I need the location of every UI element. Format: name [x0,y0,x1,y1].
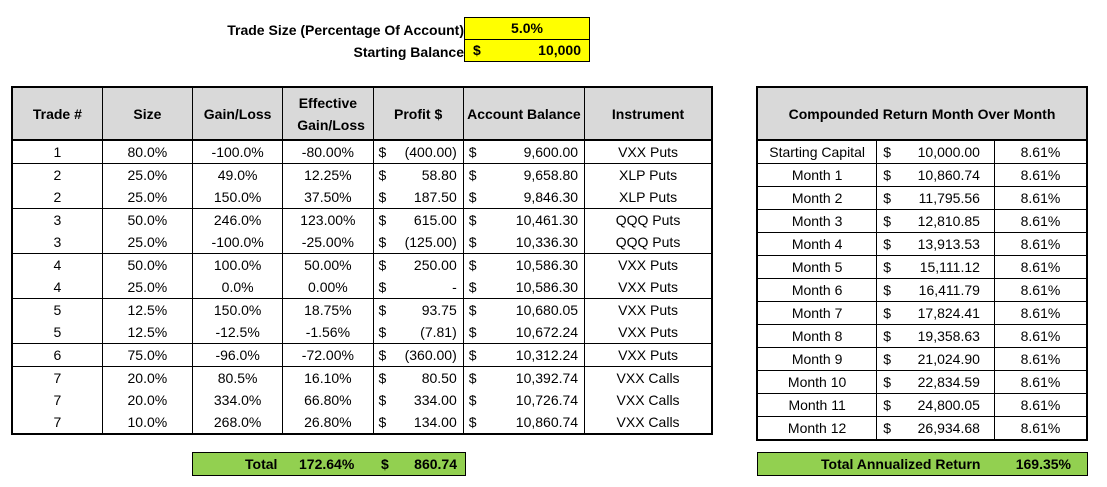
currency-symbol: $ [378,414,387,430]
trade-size: 80.0% [102,140,192,164]
currency-symbol: $ [468,392,477,408]
trade-balance [463,367,584,390]
totals-bar [192,452,466,476]
trade-gain: 334.0% [193,389,283,411]
table-row [757,417,1087,441]
period-balance [877,210,995,233]
table-row [757,279,1087,302]
trade-instrument: VXX Puts [585,276,712,299]
compounded-table [756,86,1088,441]
profit-value: 80.50 [421,370,457,386]
table-row [757,348,1087,371]
compounded-header-row [757,87,1087,140]
period-label: Month 7 [757,302,877,325]
trade-profit [373,389,463,411]
trade-number: 5 [12,299,102,322]
trade-gain: -100.0% [193,140,283,164]
trade-size: 12.5% [102,299,192,322]
balance-value: 11,795.56 [918,190,980,206]
table-row [12,389,712,411]
period-label: Month 11 [757,394,877,417]
total-profit: 860.74 [414,456,457,472]
trades-header-row [12,87,712,140]
period-balance [877,302,995,325]
table-row [12,164,712,187]
trade-balance [463,411,584,434]
currency-symbol: $ [378,212,387,228]
trade-size: 20.0% [102,389,192,411]
trade-effective: -72.00% [283,344,373,367]
trade-number: 4 [12,276,102,299]
period-rate: 8.61% [994,302,1087,325]
trade-size: 12.5% [102,321,192,344]
trade-gain: 0.0% [193,276,283,299]
trade-balance [463,231,584,254]
balance-value: 17,824.41 [917,305,980,321]
table-row [757,233,1087,256]
trade-number: 1 [12,140,102,164]
profit-value: (125.00) [404,234,457,250]
col-header-instrument: Instrument [585,87,712,140]
period-label: Month 12 [757,417,877,441]
trade-effective: 16.10% [283,367,373,390]
currency-symbol: $ [378,279,387,295]
currency-symbol: $ [883,397,892,413]
currency-symbol: $ [883,351,892,367]
currency-symbol: $ [468,234,477,250]
trade-size: 25.0% [102,186,192,209]
trade-number: 7 [12,411,102,434]
trade-profit [373,231,463,254]
period-rate: 8.61% [994,233,1087,256]
currency-symbol: $ [468,414,477,430]
profit-value: 134.00 [413,414,457,430]
currency-symbol: $ [378,257,387,273]
currency-symbol: $ [468,279,477,295]
annualized-bar [757,452,1088,476]
trade-number: 7 [12,367,102,390]
currency-symbol: $ [378,370,387,386]
period-balance [877,348,995,371]
table-row [12,344,712,367]
table-row [757,325,1087,348]
trades-table [11,86,713,435]
trade-effective: 50.00% [283,254,373,277]
period-rate: 8.61% [994,140,1087,164]
table-row [12,299,712,322]
currency-symbol: $ [468,347,477,363]
trade-profit [373,299,463,322]
currency-symbol: $ [883,282,892,298]
table-row [757,394,1087,417]
trade-size: 75.0% [102,344,192,367]
table-row [12,411,712,434]
balance-value: 22,834.59 [917,374,980,390]
period-balance [877,325,995,348]
trade-balance [463,299,584,322]
balance-value: 10,392.74 [515,370,579,386]
balance-value: 12,810.85 [917,213,980,229]
trade-effective: 0.00% [283,276,373,299]
trade-gain: 246.0% [193,209,283,232]
trade-profit [373,140,463,164]
starting-balance-value: 10,000 [538,42,581,58]
period-rate: 8.61% [994,325,1087,348]
currency-symbol: $ [883,328,892,344]
profit-value: 615.00 [413,212,457,228]
trade-size-value: 5.0% [511,20,543,36]
table-row [757,371,1087,394]
period-balance [877,417,995,441]
trade-profit [373,164,463,187]
currency-symbol: $ [378,144,387,160]
period-label: Month 5 [757,256,877,279]
period-rate: 8.61% [994,164,1087,187]
trade-effective: 18.75% [283,299,373,322]
balance-value: 26,934.68 [917,420,980,436]
profit-value: (360.00) [404,347,457,363]
trade-balance [463,186,584,209]
period-label: Month 2 [757,187,877,210]
trade-effective: 26.80% [283,411,373,434]
balance-value: 13,913.53 [917,236,980,252]
trade-profit [373,209,463,232]
table-row [757,210,1087,233]
table-row [12,276,712,299]
trade-effective: -25.00% [283,231,373,254]
trade-instrument: VXX Calls [616,392,680,408]
table-row [12,209,712,232]
period-rate: 8.61% [994,256,1087,279]
trade-size-label: Trade Size (Percentage Of Account) [227,22,464,38]
profit-value: (7.81) [420,324,457,340]
balance-value: 10,680.05 [515,302,579,318]
trade-size: 25.0% [102,164,192,187]
balance-value: 16,411.79 [918,282,980,298]
balance-value: 9,846.30 [523,189,579,205]
trade-profit [373,321,463,344]
trade-effective: -1.56% [283,321,373,344]
col-header-trade: Trade # [12,87,102,140]
trade-size: 25.0% [102,276,192,299]
trade-profit [373,367,463,390]
table-row [757,164,1087,187]
currency-symbol: $ [883,213,892,229]
currency-symbol: $ [883,305,892,321]
currency-symbol: $ [883,190,892,206]
balance-value: 21,024.90 [917,351,980,367]
balance-value: 10,461.30 [515,212,579,228]
period-label: Month 10 [757,371,877,394]
period-label: Month 9 [757,348,877,371]
currency-symbol: $ [378,392,387,408]
trade-effective: 123.00% [283,209,373,232]
trade-instrument: QQQ Puts [615,212,681,228]
trade-gain: -96.0% [193,344,283,367]
profit-value: - [452,279,457,295]
total-effective: 172.64% [299,456,355,472]
trade-gain: 150.0% [193,186,283,209]
trade-effective: 66.80% [283,389,373,411]
trade-gain: 80.5% [193,367,283,390]
trade-instrument: XLP Puts [585,186,712,209]
trade-effective: 37.50% [283,186,373,209]
trade-balance [463,344,584,367]
balance-value: 10,672.24 [515,324,579,340]
trade-balance [463,276,584,299]
trade-profit [373,254,463,277]
starting-balance-currency: $ [473,42,481,58]
trade-gain: 100.0% [193,254,283,277]
trade-balance [463,389,584,411]
trade-balance [463,254,584,277]
trade-size: 10.0% [102,411,192,434]
currency-symbol: $ [378,324,387,340]
currency-symbol: $ [468,302,477,318]
trade-size: 50.0% [102,254,192,277]
currency-symbol: $ [883,144,892,160]
table-row [12,321,712,344]
currency-symbol: $ [468,189,477,205]
trade-effective: -80.00% [283,140,373,164]
trade-profit [373,344,463,367]
period-label: Month 3 [757,210,877,233]
period-label: Month 8 [757,325,877,348]
currency-symbol: $ [883,259,892,275]
annualized-label: Total Annualized Return [821,456,981,472]
col-header-profit: Profit $ [373,87,463,140]
trade-number: 3 [12,209,102,232]
period-balance [877,371,995,394]
trade-gain: 49.0% [193,164,283,187]
trade-effective: 12.25% [283,164,373,187]
currency-symbol: $ [468,257,477,273]
trade-number: 2 [12,164,102,187]
trade-number: 5 [12,321,102,344]
period-rate: 8.61% [994,210,1087,233]
balance-value: 15,111.12 [919,259,980,275]
period-rate: 8.61% [994,348,1087,371]
profit-value: 58.80 [421,167,457,183]
trade-instrument: VXX Puts [618,302,678,318]
trade-balance [463,209,584,232]
trade-number: 6 [12,344,102,367]
currency-symbol: $ [378,234,387,250]
currency-symbol: $ [468,167,477,183]
trade-gain: 268.0% [193,411,283,434]
period-balance [877,140,995,164]
trade-profit [373,276,463,299]
currency-symbol: $ [468,370,477,386]
period-label: Month 6 [757,279,877,302]
col-header-size: Size [102,87,192,140]
trade-instrument: VXX Puts [585,321,712,344]
period-rate: 8.61% [994,187,1087,210]
trade-size: 20.0% [102,367,192,390]
table-row [757,256,1087,279]
balance-value: 10,000.00 [917,144,980,160]
col-header-gain: Gain/Loss [193,87,283,140]
starting-balance-input[interactable] [464,39,590,62]
table-row [12,231,712,254]
currency-symbol: $ [883,420,892,436]
trade-gain: -100.0% [193,231,283,254]
col-header-balance: Account Balance [463,87,584,140]
period-rate: 8.61% [1020,420,1061,436]
currency-symbol: $ [378,302,387,318]
balance-value: 10,336.30 [515,234,579,250]
balance-value: 10,860.74 [515,414,579,430]
balance-value: 10,586.30 [515,279,579,295]
period-rate: 8.61% [994,371,1087,394]
trade-size: 25.0% [102,231,192,254]
table-row [12,367,712,390]
balance-value: 9,658.80 [523,167,579,183]
profit-value: 250.00 [413,257,457,273]
trade-balance [463,321,584,344]
currency-symbol: $ [468,324,477,340]
trade-number: 4 [12,254,102,277]
period-balance [877,187,995,210]
table-row [757,302,1087,325]
period-balance [877,233,995,256]
trade-profit [373,411,463,434]
total-label: Total [245,456,278,472]
currency-symbol: $ [378,167,387,183]
profit-value: 334.00 [413,392,457,408]
currency-symbol: $ [468,144,477,160]
trade-instrument: VXX Calls [585,411,712,434]
trade-instrument: VXX Puts [585,140,712,164]
period-balance [877,394,995,417]
trade-balance [463,140,584,164]
period-balance [877,256,995,279]
table-row [757,140,1087,164]
trade-instrument: VXX Calls [616,370,680,386]
table-row [12,254,712,277]
period-label: Starting Capital [757,140,877,164]
currency-symbol: $ [378,189,387,205]
period-balance [877,279,995,302]
trade-profit [373,186,463,209]
period-balance [877,164,995,187]
balance-value: 10,586.30 [515,257,579,273]
profit-value: 93.75 [421,302,457,318]
table-row [12,186,712,209]
balance-value: 10,726.74 [515,392,579,408]
balance-value: 10,312.24 [515,347,579,363]
currency-symbol: $ [468,212,477,228]
trade-number: 2 [12,186,102,209]
table-row [757,187,1087,210]
balance-value: 9,600.00 [523,144,579,160]
trade-balance [463,164,584,187]
trade-instrument: VXX Puts [618,257,678,273]
balance-value: 24,800.05 [917,397,980,413]
trade-number: 7 [12,389,102,411]
trade-instrument: XLP Puts [618,167,678,183]
trade-size-input[interactable] [464,17,590,40]
trade-instrument: VXX Puts [585,344,712,367]
profit-value: (400.00) [404,144,457,160]
col-header-effective: Effective Gain/Loss [283,87,373,140]
trade-size: 50.0% [102,209,192,232]
trade-gain: 150.0% [193,299,283,322]
compounded-header: Compounded Return Month Over Month [757,87,1087,140]
profit-value: 187.50 [413,189,457,205]
currency-symbol: $ [883,374,892,390]
trade-instrument: QQQ Puts [585,231,712,254]
currency-symbol: $ [883,167,892,183]
table-row [12,140,712,164]
currency-symbol: $ [883,236,892,252]
annualized-value: 169.35% [1015,456,1071,472]
currency-symbol: $ [378,347,387,363]
period-rate: 8.61% [994,394,1087,417]
period-label: Month 1 [757,164,877,187]
trade-gain: -12.5% [193,321,283,344]
starting-balance-label: Starting Balance [353,44,464,60]
period-label: Month 4 [757,233,877,256]
balance-value: 10,860.74 [917,167,980,183]
total-currency: $ [381,456,389,472]
balance-value: 19,358.63 [917,328,980,344]
period-rate: 8.61% [994,279,1087,302]
trade-number: 3 [12,231,102,254]
